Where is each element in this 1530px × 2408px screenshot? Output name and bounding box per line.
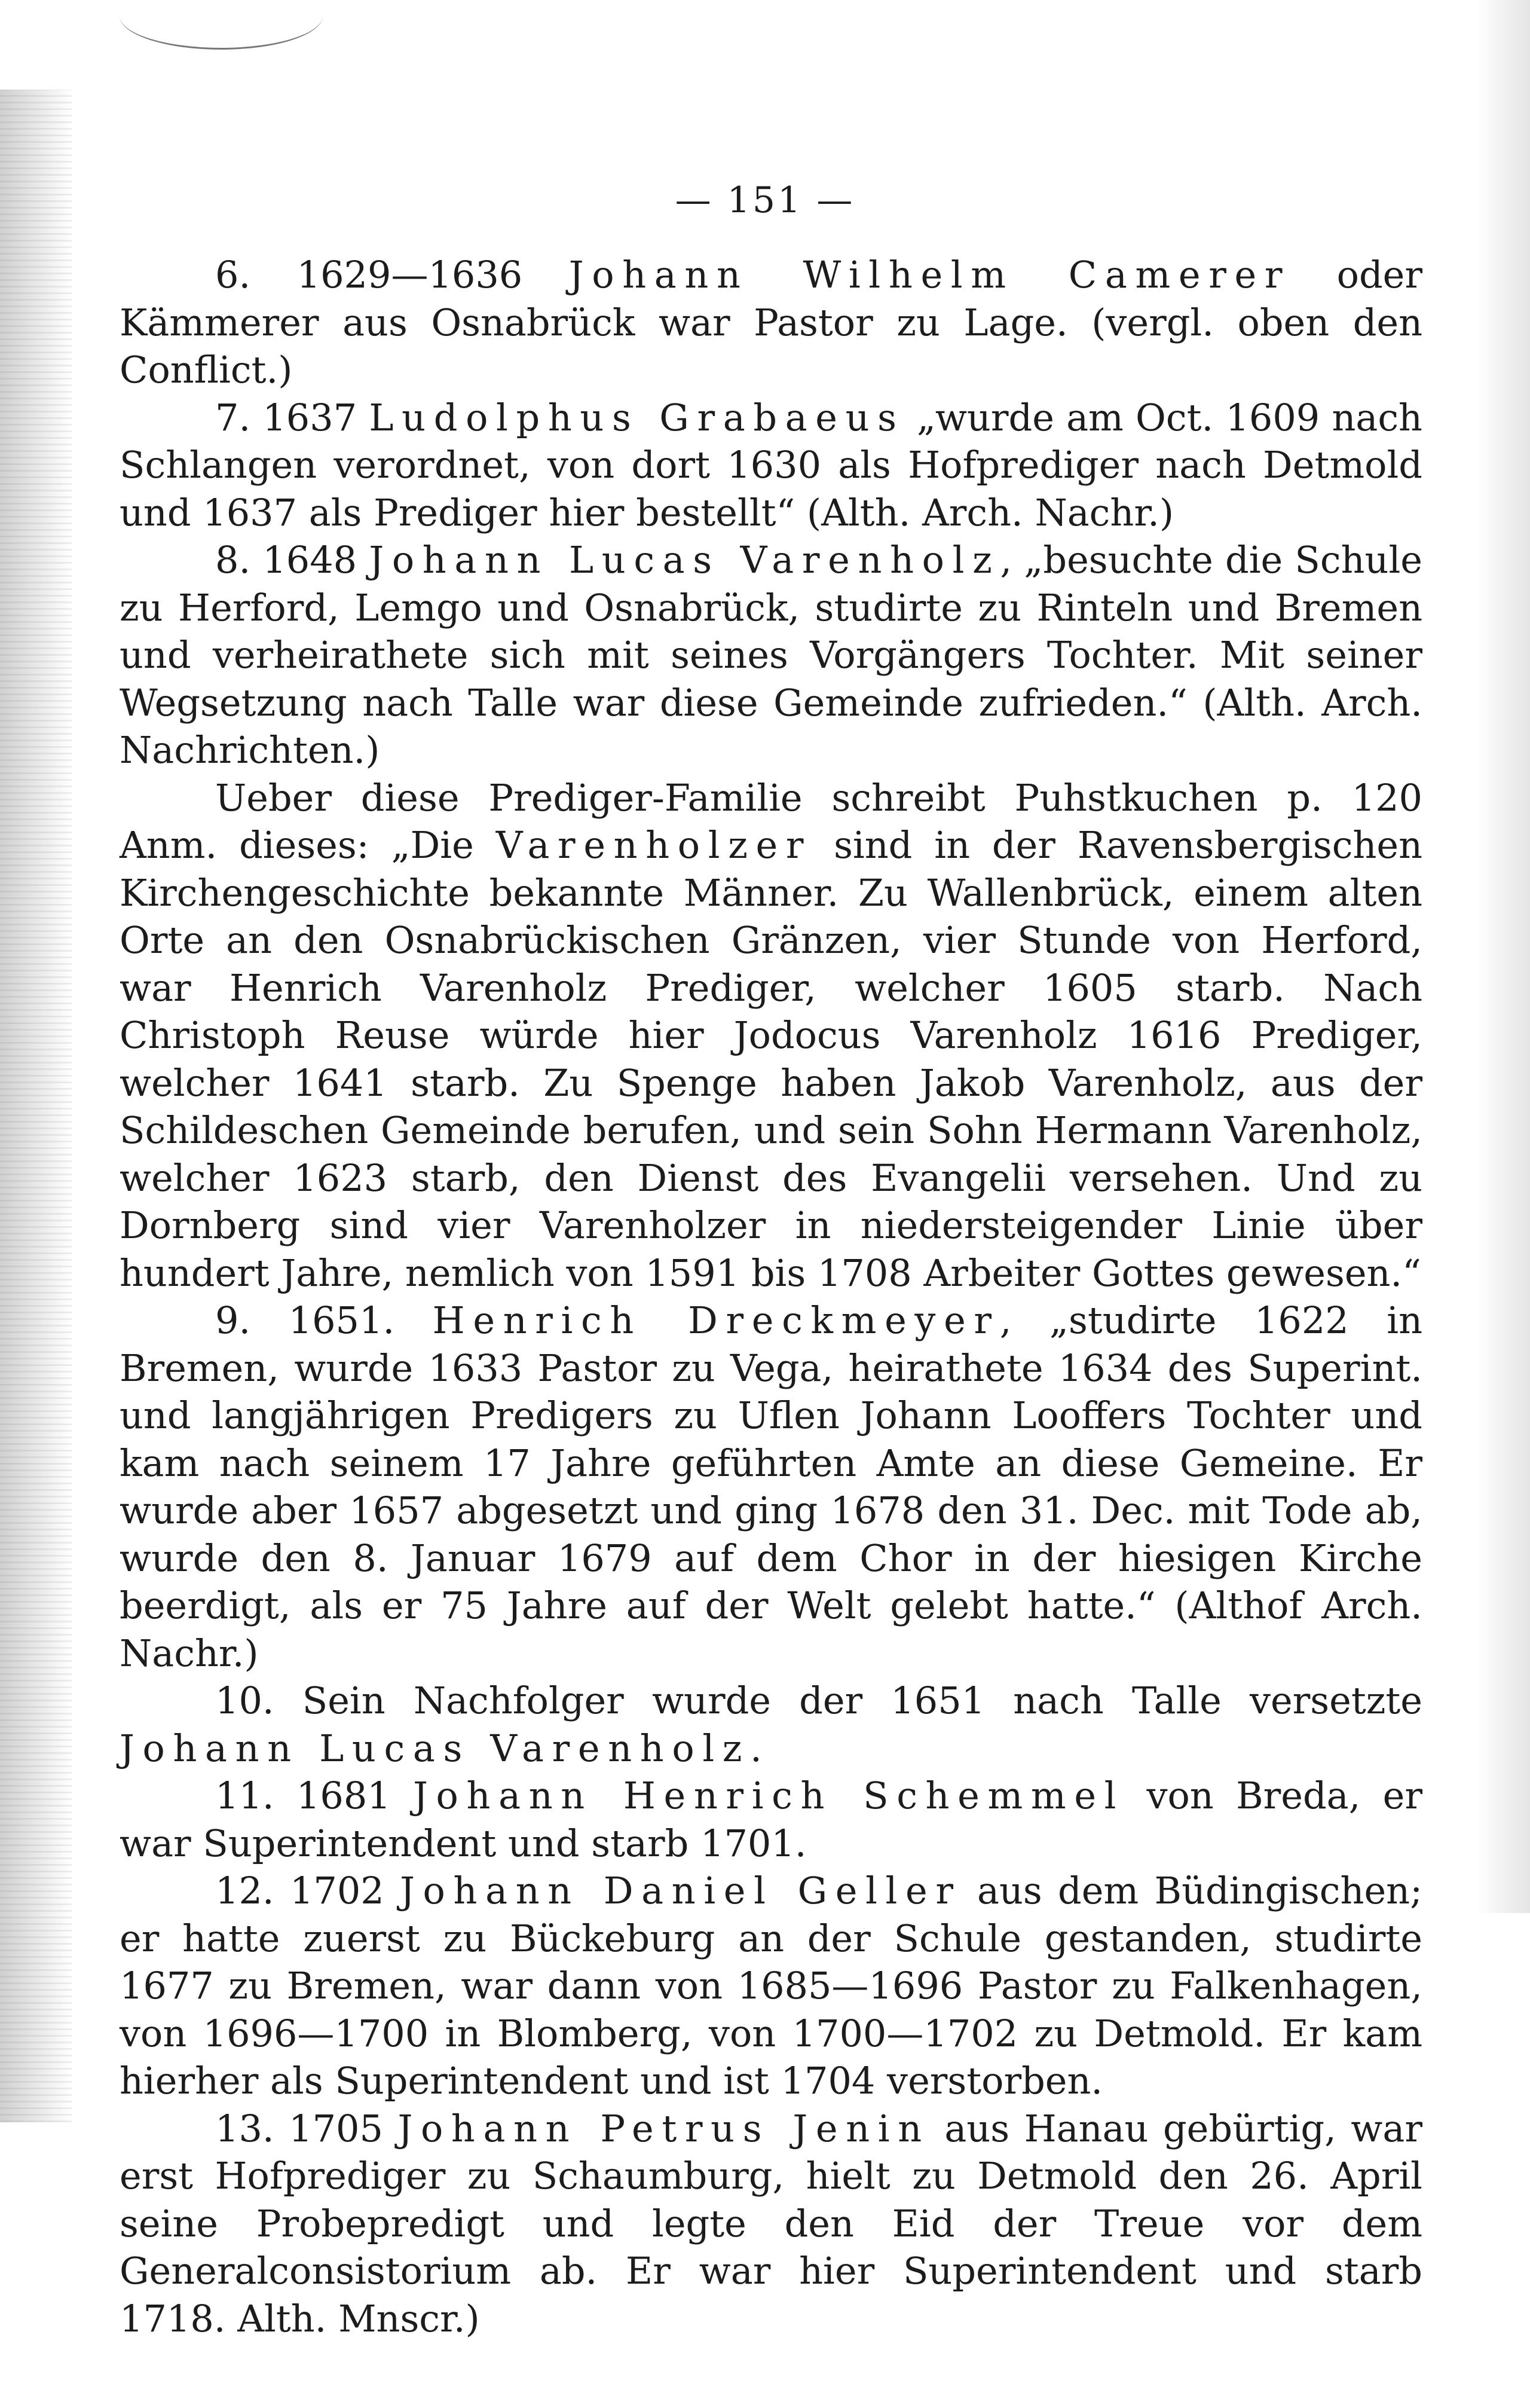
family-commentary bbox=[120, 774, 1422, 1297]
entry-text: 13. 1705 bbox=[215, 2106, 398, 2150]
page-corner-mark bbox=[120, 0, 323, 50]
entry-text: von Breda, er war Superintendent und starb 1701. bbox=[120, 1774, 1422, 1865]
scan-shadow-left bbox=[0, 90, 72, 2122]
entry-text: aus Hanau gebürtig, war erst Hofprediger zu Schaumburg, hielt zu Detmold den 26. April seine Probepredigt und legte den Eid der Treue vor dem Generalconsistorium ab. Er war hier Superintendent und starb 1718. Alth. Mnscr.) bbox=[120, 2106, 1422, 2340]
family-name: Varenholzer bbox=[495, 823, 812, 867]
scan-shadow-right bbox=[1476, 0, 1530, 1913]
entry-text: aus dem Büdingischen; er hatte zuerst zu Bückeburg an der Schule gestanden, studirte 1677 zu Bremen, war dann von 1685—1696 Pastor zu Falkenhagen, von 1696—1700 in Blomberg, von 1700—1702 zu Detmold. Er kam hierher als Superintendent und ist 1704 verstorben. bbox=[120, 1869, 1422, 2103]
text-body bbox=[120, 251, 1422, 2342]
entry-10 bbox=[120, 1677, 1422, 1772]
entry-text: 8. 1648 bbox=[215, 538, 369, 582]
entry-11 bbox=[120, 1772, 1422, 1867]
entry-text: sind in der Ravensbergischen Kirchengeschichte bekannte Männer. Zu Wallenbrück, einem alten Orte an den Osnabrückischen Gränzen, vier Stunde von Herford, war Henrich Varenholz Prediger, welcher 1605 starb. Nach Christoph Reuse würde hier Jodocus Varenholz 1616 Prediger, welcher 1641 starb. Zu Spenge haben Jakob Varenholz, aus der Schildeschen Gemeinde berufen, und sein Sohn Hermann Varenholz, welcher 1623 starb, den Dienst des Evangelii versehen. Und zu Dornberg sind vier Varenholzer in niedersteigender Linie über hundert Jahre, nemlich von 1591 bis 1708 Arbeiter Gottes gewesen.“ bbox=[120, 823, 1422, 1295]
entry-text: 7. 1637 bbox=[215, 395, 369, 439]
person-name: Johann Petrus Jenin bbox=[397, 2106, 930, 2150]
entry-text: oder Kämmerer aus Osnabrück war Pastor zu Lage. (vergl. oben den Conflict.) bbox=[120, 253, 1423, 392]
entry-8 bbox=[120, 536, 1422, 774]
entry-7 bbox=[120, 394, 1422, 537]
person-name: Ludolphus Grabaeus bbox=[369, 395, 905, 439]
entry-12 bbox=[120, 1867, 1422, 2105]
person-name: Johann Henrich Schemmel bbox=[413, 1774, 1125, 1817]
entry-text: 11. 1681 bbox=[215, 1774, 414, 1817]
person-name: Johann Daniel Geller bbox=[400, 1869, 962, 1912]
entry-text: , „studirte 1622 in Bremen, wurde 1633 Pastor zu Vega, heirathete 1634 des Superint. und langjährigen Predigers zu Uflen Johann Looffers Tochter und kam nach seinem 17 Jahre geführten Amte an diese Gemeine. Er wurde aber 1657 abgesetzt und ging 1678 den 31. Dec. mit Tode ab, wurde den 8. Januar 1679 auf dem Chor in der hiesigen Kirche beerdigt, als er 75 Jahre auf der Welt gelebt hatte.“ (Althof Arch. Nachr.) bbox=[120, 1298, 1422, 1675]
person-name: Johann Lucas Varenholz bbox=[369, 538, 1000, 582]
page-number: — 151 — bbox=[675, 179, 855, 221]
person-name: Henrich Dreckmeyer bbox=[432, 1298, 1000, 1342]
entry-9 bbox=[120, 1297, 1422, 1677]
person-name: Johann Wilhelm Camerer bbox=[568, 253, 1291, 297]
person-name: Johann Lucas Varenholz bbox=[120, 1726, 751, 1770]
entry-text: Ueber diese Prediger-Familie schreibt Puhstkuchen p. 120 Anm. dieses: „Die bbox=[120, 775, 1422, 867]
entry-6 bbox=[120, 251, 1422, 394]
entry-text: 9. 1651. bbox=[215, 1298, 433, 1342]
entry-text: 6. 1629—1636 bbox=[215, 253, 569, 297]
entry-text: , „besuchte die Schule zu Herford, Lemgo und Osnabrück, studirte zu Rinteln und Bremen und verheirathete sich mit seines Vorgängers Tochter. Mit seiner Wegsetzung nach Talle war diese Gemeinde zufrieden.“ (Alth. Arch. Nachrichten.) bbox=[120, 538, 1422, 772]
entry-text: 12. 1702 bbox=[215, 1869, 400, 1912]
entry-text: 10. Sein Nachfolger wurde der 1651 nach Talle versetzte bbox=[215, 1679, 1422, 1722]
entry-text: „wurde am Oct. 1609 nach Schlangen verordnet, von dort 1630 als Hofprediger nach Detmold und 1637 als Prediger hier bestellt“ (Alth. Arch. Nachr.) bbox=[120, 395, 1422, 534]
entry-13 bbox=[120, 2105, 1422, 2343]
entry-text: . bbox=[750, 1726, 762, 1770]
